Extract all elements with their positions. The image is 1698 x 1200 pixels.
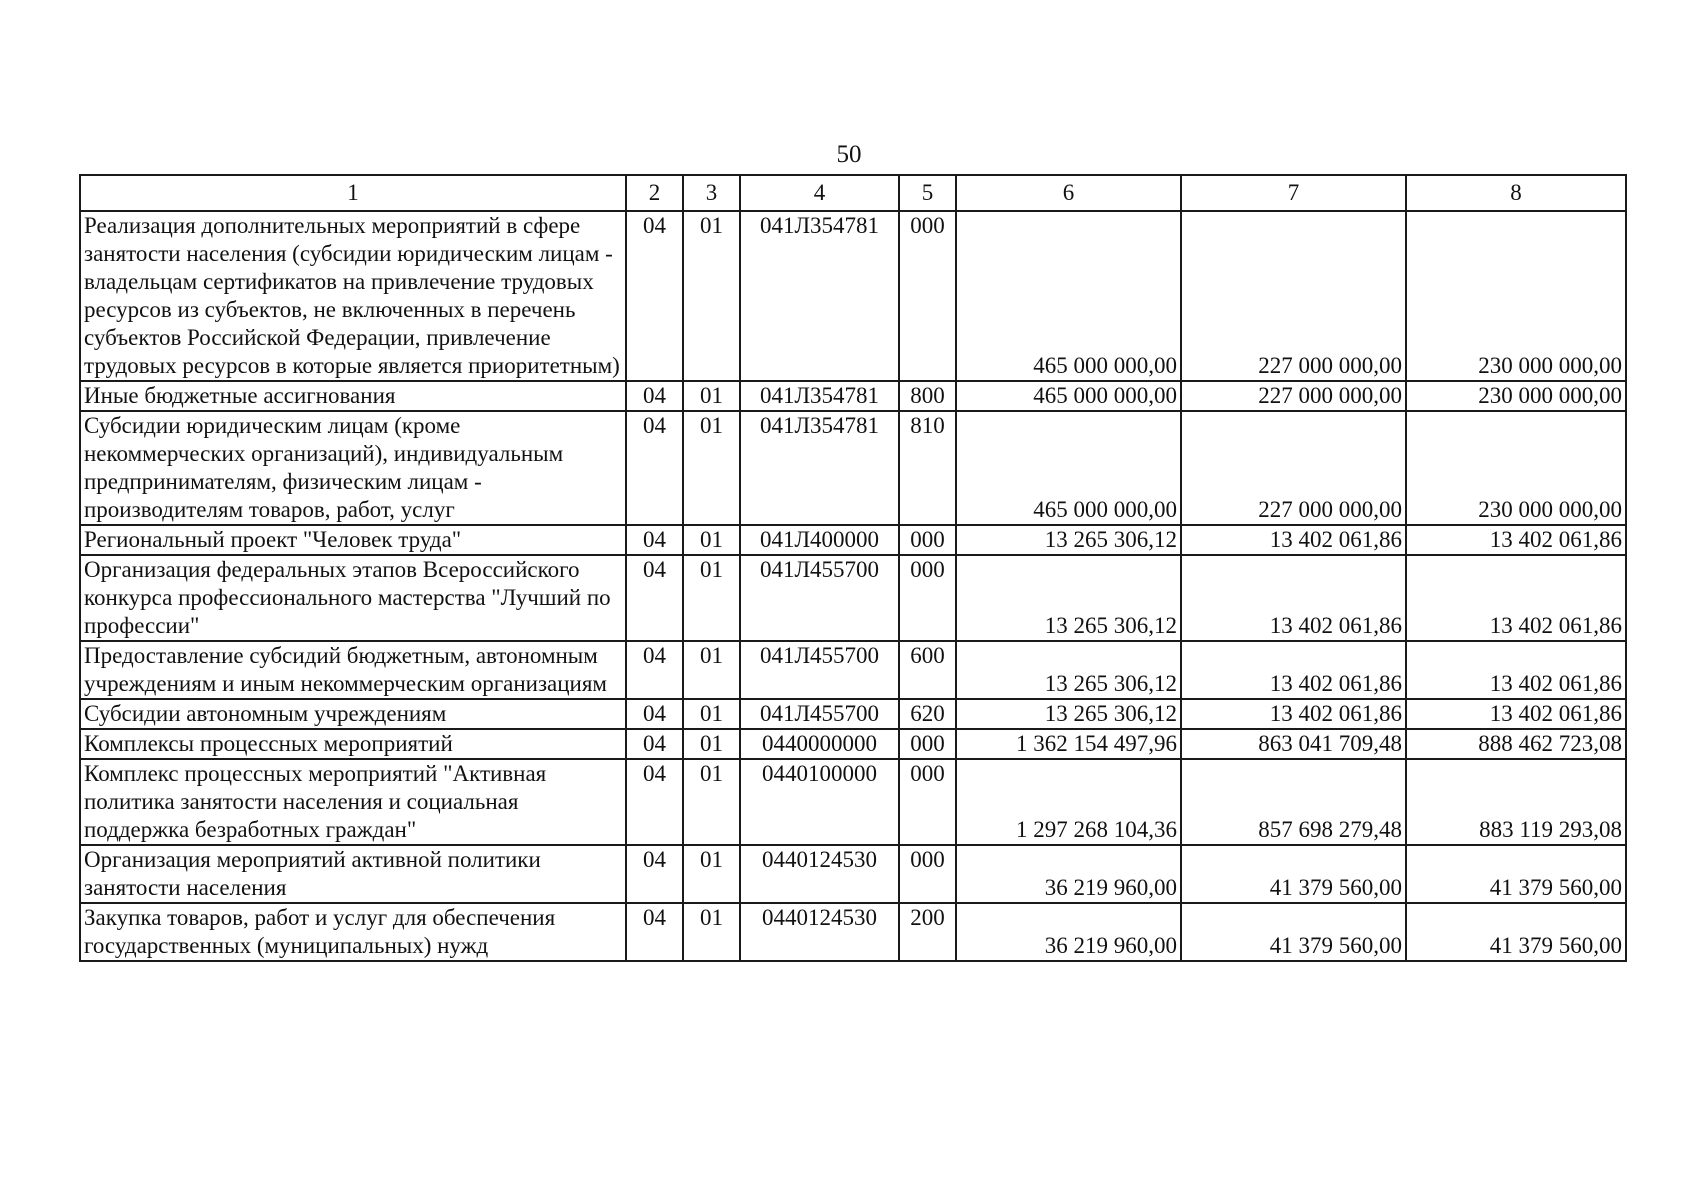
amount-col-6: 13 265 306,12 (956, 699, 1181, 729)
amount-col-8: 13 402 061,86 (1406, 641, 1626, 699)
amount-col-8: 13 402 061,86 (1406, 525, 1626, 555)
row-name: Региональный проект "Человек труда" (80, 525, 626, 555)
amount-col-8: 230 000 000,00 (1406, 381, 1626, 411)
section-code: 04 (626, 729, 683, 759)
expense-type-code: 800 (899, 381, 956, 411)
subsection-code: 01 (683, 903, 740, 961)
page-number: 50 (836, 141, 862, 168)
amount-col-6: 1 297 268 104,36 (956, 759, 1181, 845)
table-row (80, 699, 1626, 729)
section-code: 04 (626, 759, 683, 845)
amount-col-8: 230 000 000,00 (1406, 411, 1626, 525)
amount-col-8: 41 379 560,00 (1406, 903, 1626, 961)
subsection-code: 01 (683, 845, 740, 903)
expense-type-code: 810 (899, 411, 956, 525)
expense-type-code: 000 (899, 845, 956, 903)
table-row (80, 555, 1626, 641)
target-article-code: 0440000000 (740, 729, 899, 759)
column-header: 8 (1406, 175, 1626, 211)
row-name: Субсидии автономным учреждениям (80, 699, 626, 729)
table-row (80, 641, 1626, 699)
subsection-code: 01 (683, 759, 740, 845)
table-row (80, 759, 1626, 845)
row-name: Иные бюджетные ассигнования (80, 381, 626, 411)
table-row (80, 411, 1626, 525)
table-row (80, 845, 1626, 903)
amount-col-6: 13 265 306,12 (956, 525, 1181, 555)
target-article-code: 041Л354781 (740, 381, 899, 411)
row-name: Предоставление субсидий бюджетным, автономным учреждениям и иным некоммерческим организациям (80, 641, 626, 699)
subsection-code: 01 (683, 525, 740, 555)
section-code: 04 (626, 903, 683, 961)
amount-col-7: 227 000 000,00 (1181, 411, 1406, 525)
column-header: 2 (626, 175, 683, 211)
subsection-code: 01 (683, 211, 740, 381)
column-header: 1 (80, 175, 626, 211)
amount-col-6: 36 219 960,00 (956, 903, 1181, 961)
table-row (80, 381, 1626, 411)
amount-col-7: 41 379 560,00 (1181, 903, 1406, 961)
expense-type-code: 600 (899, 641, 956, 699)
amount-col-8: 41 379 560,00 (1406, 845, 1626, 903)
column-header: 7 (1181, 175, 1406, 211)
amount-col-8: 888 462 723,08 (1406, 729, 1626, 759)
amount-col-8: 13 402 061,86 (1406, 555, 1626, 641)
expense-type-code: 000 (899, 525, 956, 555)
table-row (80, 525, 1626, 555)
amount-col-7: 13 402 061,86 (1181, 555, 1406, 641)
section-code: 04 (626, 555, 683, 641)
amount-col-6: 465 000 000,00 (956, 411, 1181, 525)
column-header: 5 (899, 175, 956, 211)
row-name: Закупка товаров, работ и услуг для обеспечения государственных (муниципальных) нужд (80, 903, 626, 961)
expense-type-code: 620 (899, 699, 956, 729)
section-code: 04 (626, 845, 683, 903)
amount-col-8: 230 000 000,00 (1406, 211, 1626, 381)
subsection-code: 01 (683, 381, 740, 411)
section-code: 04 (626, 525, 683, 555)
column-header: 4 (740, 175, 899, 211)
amount-col-6: 36 219 960,00 (956, 845, 1181, 903)
amount-col-6: 13 265 306,12 (956, 555, 1181, 641)
amount-col-6: 13 265 306,12 (956, 641, 1181, 699)
subsection-code: 01 (683, 555, 740, 641)
amount-col-6: 1 362 154 497,96 (956, 729, 1181, 759)
amount-col-7: 227 000 000,00 (1181, 381, 1406, 411)
amount-col-7: 13 402 061,86 (1181, 699, 1406, 729)
row-name: Комплекс процессных мероприятий "Активная политика занятости населения и социальная поддержка безработных граждан" (80, 759, 626, 845)
amount-col-6: 465 000 000,00 (956, 381, 1181, 411)
section-code: 04 (626, 211, 683, 381)
expense-type-code: 000 (899, 759, 956, 845)
subsection-code: 01 (683, 411, 740, 525)
table-row (80, 729, 1626, 759)
row-name: Организация мероприятий активной политики занятости населения (80, 845, 626, 903)
target-article-code: 041Л455700 (740, 555, 899, 641)
amount-col-7: 41 379 560,00 (1181, 845, 1406, 903)
target-article-code: 0440124530 (740, 903, 899, 961)
amount-col-7: 13 402 061,86 (1181, 525, 1406, 555)
subsection-code: 01 (683, 699, 740, 729)
expense-type-code: 000 (899, 729, 956, 759)
section-code: 04 (626, 641, 683, 699)
expense-type-code: 000 (899, 555, 956, 641)
amount-col-6: 465 000 000,00 (956, 211, 1181, 381)
column-header: 6 (956, 175, 1181, 211)
expense-type-code: 000 (899, 211, 956, 381)
row-name: Комплексы процессных мероприятий (80, 729, 626, 759)
row-name: Реализация дополнительных мероприятий в сфере занятости населения (субсидии юридическим лицам - владельцам сертификатов на привлечение трудовых ресурсов из субъектов, не включенных в перечень субъектов Российской Федерации, привлечение трудовых ресурсов в которые является приоритетным) (80, 211, 626, 381)
budget-table (79, 174, 1627, 962)
section-code: 04 (626, 699, 683, 729)
subsection-code: 01 (683, 641, 740, 699)
amount-col-7: 857 698 279,48 (1181, 759, 1406, 845)
table-header-row (80, 175, 1626, 211)
row-name: Организация федеральных этапов Всероссийского конкурса профессионального мастерства "Лучший по профессии" (80, 555, 626, 641)
target-article-code: 041Л455700 (740, 641, 899, 699)
target-article-code: 041Л400000 (740, 525, 899, 555)
target-article-code: 041Л455700 (740, 699, 899, 729)
expense-type-code: 200 (899, 903, 956, 961)
amount-col-7: 863 041 709,48 (1181, 729, 1406, 759)
target-article-code: 041Л354781 (740, 211, 899, 381)
section-code: 04 (626, 381, 683, 411)
table-row (80, 903, 1626, 961)
section-code: 04 (626, 411, 683, 525)
amount-col-7: 13 402 061,86 (1181, 641, 1406, 699)
target-article-code: 0440100000 (740, 759, 899, 845)
amount-col-8: 13 402 061,86 (1406, 699, 1626, 729)
table-row (80, 211, 1626, 381)
column-header: 3 (683, 175, 740, 211)
subsection-code: 01 (683, 729, 740, 759)
row-name: Субсидии юридическим лицам (кроме некоммерческих организаций), индивидуальным предпринимателям, физическим лицам - производителям товаров, работ, услуг (80, 411, 626, 525)
target-article-code: 0440124530 (740, 845, 899, 903)
amount-col-8: 883 119 293,08 (1406, 759, 1626, 845)
target-article-code: 041Л354781 (740, 411, 899, 525)
amount-col-7: 227 000 000,00 (1181, 211, 1406, 381)
